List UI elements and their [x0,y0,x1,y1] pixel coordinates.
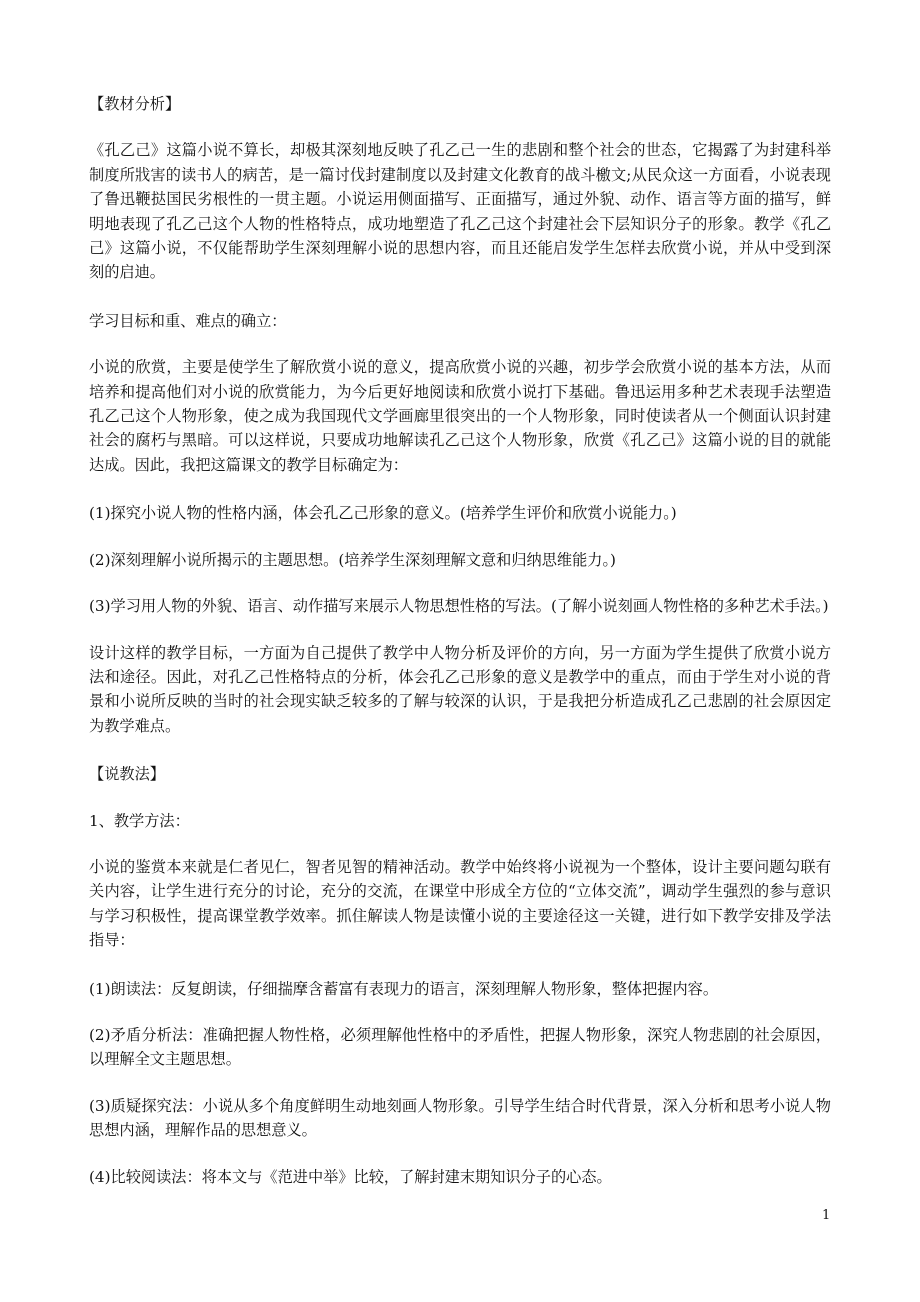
design-paragraph: 设计这样的教学目标，一方面为自己提供了教学中人物分析及评价的方向，另一方面为学生提供了欣赏小说方法和途径。因此，对孔乙己性格特点的分析，体会孔乙己形象的意义是教学中的重点，而由于学生对小说的背景和小说所反映的当时的社会现实缺乏较多的了解与较深的认识，于是我把分析造成孔乙己悲剧的社会原因定为教学难点。 [89,643,831,735]
goal-item-1: (1)探究小说人物的性格内涵，体会孔乙己形象的意义。(培养学生评价和欣赏小说能力。) [89,504,677,523]
section-heading-analysis: 【教材分析】 [89,95,181,113]
methods-subheading: 1、教学方法： [89,811,190,830]
document-page [89,92,831,1211]
analysis-paragraph: 《孔乙己》这篇小说不算长，却极其深刻地反映了孔乙己一生的悲剧和整个社会的世态，它揭露了为封建科举制度所戕害的读书人的病苦，是一篇讨伐封建制度以及封建文化教育的战斗檄文;从民众这一方面看，小说表现了鲁迅鞭挞国民劣根性的一贯主题。小说运用侧面描写、正面描写，通过外貌、动作、语言等方面的描写，鲜明地表现了孔乙己这个人物的性格特点，成功地塑造了孔乙己这个封建社会下层知识分子的形象。教学《孔乙己》这篇小说，不仅能帮助学生深刻理解小说的思想内容，而且还能启发学生怎样去欣赏小说，并从中受到深刻的启迪。 [89,141,831,282]
appreciation-paragraph: 小说的欣赏，主要是使学生了解欣赏小说的意义，提高欣赏小说的兴趣，初步学会欣赏小说的基本方法，从而培养和提高他们对小说的欣赏能力，为今后更好地阅读和欣赏小说打下基础。鲁迅运用多种艺术表现手法塑造孔乙己这个人物形象，使之成为我国现代文学画廊里很突出的一个人物形象，同时使读者从一个侧面认识封建社会的腐朽与黑暗。可以这样说，只要成功地解读孔乙己这个人物形象，欣赏《孔乙己》这篇小说的目的就能达成。因此，我把这篇课文的教学目标确定为： [89,358,831,474]
section-heading-methods: 【说教法】 [89,765,165,784]
method-item-2: (2)矛盾分析法：准确把握人物性格，必须理解他性格中的矛盾性，把握人物形象，深究人物悲剧的社会原因，以理解全文主题思想。 [89,1025,831,1069]
method-item-1: (1)朗读法：反复朗读，仔细揣摩含蓄富有表现力的语言，深刻理解人物形象，整体把握内容。 [89,979,719,998]
page-number: 1 [822,1208,831,1223]
goals-intro: 学习目标和重、难点的确立： [89,311,287,330]
method-item-3: (3)质疑探究法：小说从多个角度鲜明生动地刻画人物形象。引导学生结合时代背景，深入分析和思考小说人物思想内涵，理解作品的思想意义。 [89,1096,831,1140]
goal-item-3: (3)学习用人物的外貌、语言、动作描写来展示人物思想性格的写法。(了解小说刻画人物性格的多种艺术手法。) [89,597,829,616]
methods-paragraph: 小说的鉴赏本来就是仁者见仁，智者见智的精神活动。教学中始终将小说视为一个整体，设计主要问题勾联有关内容，让学生进行充分的讨论，充分的交流，在课堂中形成全方位的“立体交流”，调动学生强烈的参与意识与学习积极性，提高课堂教学效率。抓住解读人物是读懂小说的主要途径这一关键，进行如下教学安排及学法指导： [89,857,831,950]
method-item-4: (4)比较阅读法：将本文与《范进中举》比较，了解封建末期知识分子的心态。 [89,1167,612,1186]
goal-item-2: (2)深刻理解小说所揭示的主题思想。(培养学生深刻理解文意和归纳思维能力。) [89,550,616,569]
